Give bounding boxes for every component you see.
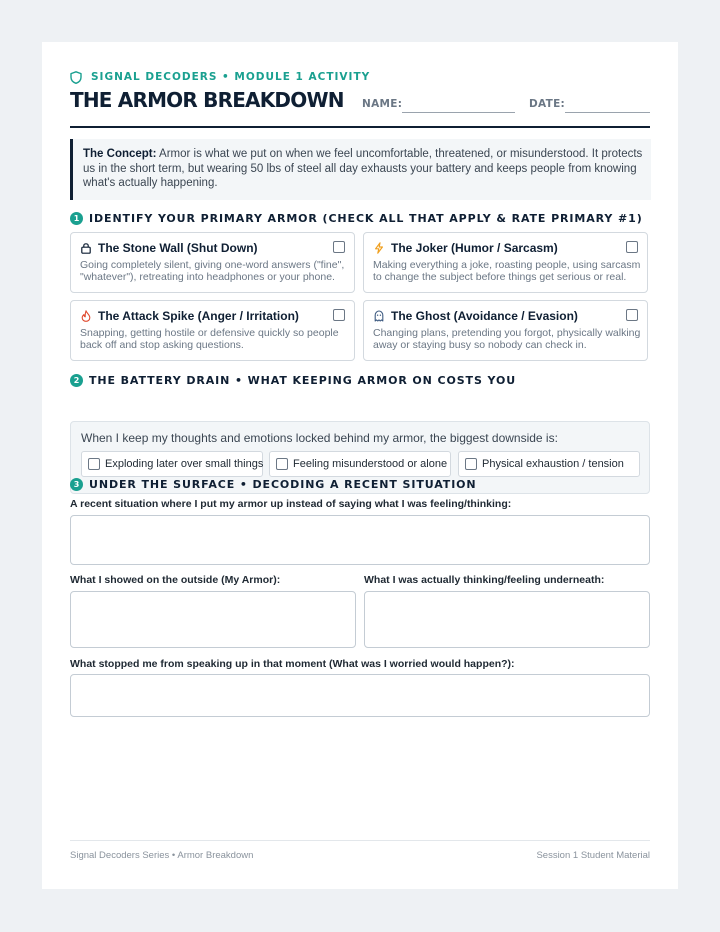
- situation-answer-box[interactable]: [70, 515, 650, 565]
- outside-question: What I showed on the outside (My Armor):: [70, 574, 281, 586]
- armor-checkbox[interactable]: [626, 309, 638, 321]
- armor-card-description: Snapping, getting hostile or defensive quickly so people back off and stop asking questions.: [80, 327, 339, 351]
- section-title: IDENTIFY YOUR PRIMARY ARMOR (CHECK ALL THAT APPLY & RATE PRIMARY #1): [89, 212, 643, 225]
- name-label: NAME:: [362, 98, 403, 110]
- section-title: UNDER THE SURFACE • DECODING A RECENT SITUATION: [89, 478, 477, 491]
- drain-checkbox[interactable]: [276, 458, 288, 470]
- lock-icon: [80, 242, 92, 254]
- shield-icon: [70, 71, 82, 84]
- section-3-header: [70, 478, 477, 491]
- armor-card-joker[interactable]: [363, 232, 648, 293]
- underneath-answer-box[interactable]: [364, 591, 650, 648]
- drain-checkbox[interactable]: [465, 458, 477, 470]
- section-title: THE BATTERY DRAIN • WHAT KEEPING ARMOR ON COSTS YOU: [89, 374, 517, 387]
- battery-drain-prompt: When I keep my thoughts and emotions locked behind my armor, the biggest downside is:: [81, 431, 558, 445]
- armor-checkbox[interactable]: [333, 309, 345, 321]
- concept-callout: [70, 139, 651, 200]
- date-field[interactable]: [565, 112, 650, 113]
- stopped-answer-box[interactable]: [70, 674, 650, 717]
- ghost-icon: [373, 310, 385, 322]
- underneath-question: What I was actually thinking/feeling underneath:: [364, 574, 605, 586]
- drain-option-label: Physical exhaustion / tension: [482, 458, 624, 470]
- lightning-icon: [373, 242, 385, 254]
- armor-card-title: The Ghost (Avoidance / Evasion): [391, 309, 578, 323]
- section-number-badge: 1: [70, 212, 83, 225]
- outside-answer-box[interactable]: [70, 591, 356, 648]
- footer-series: Signal Decoders Series • Armor Breakdown: [70, 850, 254, 861]
- footer-session: Session 1 Student Material: [536, 850, 650, 861]
- footer-divider: [70, 840, 650, 841]
- section-2-header: [70, 374, 516, 387]
- armor-card-stone-wall[interactable]: [70, 232, 355, 293]
- date-label: DATE:: [529, 98, 566, 110]
- section-number-badge: 2: [70, 374, 83, 387]
- drain-option-exploding[interactable]: [81, 451, 263, 477]
- concept-label: The Concept:: [83, 148, 157, 160]
- armor-card-title: The Stone Wall (Shut Down): [98, 241, 258, 255]
- worksheet-page: [42, 42, 678, 889]
- armor-checkbox[interactable]: [333, 241, 345, 253]
- section-1-header: [70, 212, 643, 225]
- armor-checkbox[interactable]: [626, 241, 638, 253]
- concept-text: Armor is what we put on when we feel uncomfortable, threatened, or misunderstood. It protects us in the short term, but wearing 50 lbs of steel all day exhausts your battery and keeps people from knowing what's actually happening.: [83, 148, 643, 189]
- drain-option-label: Exploding later over small things: [105, 458, 264, 470]
- flame-icon: [80, 310, 92, 322]
- armor-card-description: Changing plans, pretending you forgot, physically walking away or staying busy so nobody can check in.: [373, 327, 641, 351]
- title-divider: [70, 126, 650, 128]
- armor-card-description: Going completely silent, giving one-word answers ("fine", "whatever"), retreating into headphones or your phone.: [80, 259, 345, 283]
- drain-checkbox[interactable]: [88, 458, 100, 470]
- armor-card-ghost[interactable]: [363, 300, 648, 361]
- armor-card-title: The Attack Spike (Anger / Irritation): [98, 309, 299, 323]
- brand-header: [70, 70, 650, 84]
- armor-card-attack-spike[interactable]: [70, 300, 355, 361]
- title-bar: [70, 88, 650, 116]
- page-title: THE ARMOR BREAKDOWN: [70, 88, 344, 112]
- armor-card-description: Making everything a joke, roasting people, using sarcasm to change the subject before things get serious or real.: [373, 259, 641, 283]
- section-number-badge: 3: [70, 478, 83, 491]
- drain-option-label: Feeling misunderstood or alone: [293, 458, 448, 470]
- stopped-question: What stopped me from speaking up in that moment (What was I worried would happen?):: [70, 658, 515, 670]
- name-field[interactable]: [402, 112, 515, 113]
- drain-option-exhaustion[interactable]: [458, 451, 640, 477]
- situation-question: A recent situation where I put my armor up instead of saying what I was feeling/thinking:: [70, 498, 512, 510]
- drain-option-misunderstood[interactable]: [269, 451, 451, 477]
- series-label: SIGNAL DECODERS • MODULE 1 ACTIVITY: [91, 71, 371, 83]
- armor-card-title: The Joker (Humor / Sarcasm): [391, 241, 558, 255]
- worksheet-content: [70, 70, 650, 861]
